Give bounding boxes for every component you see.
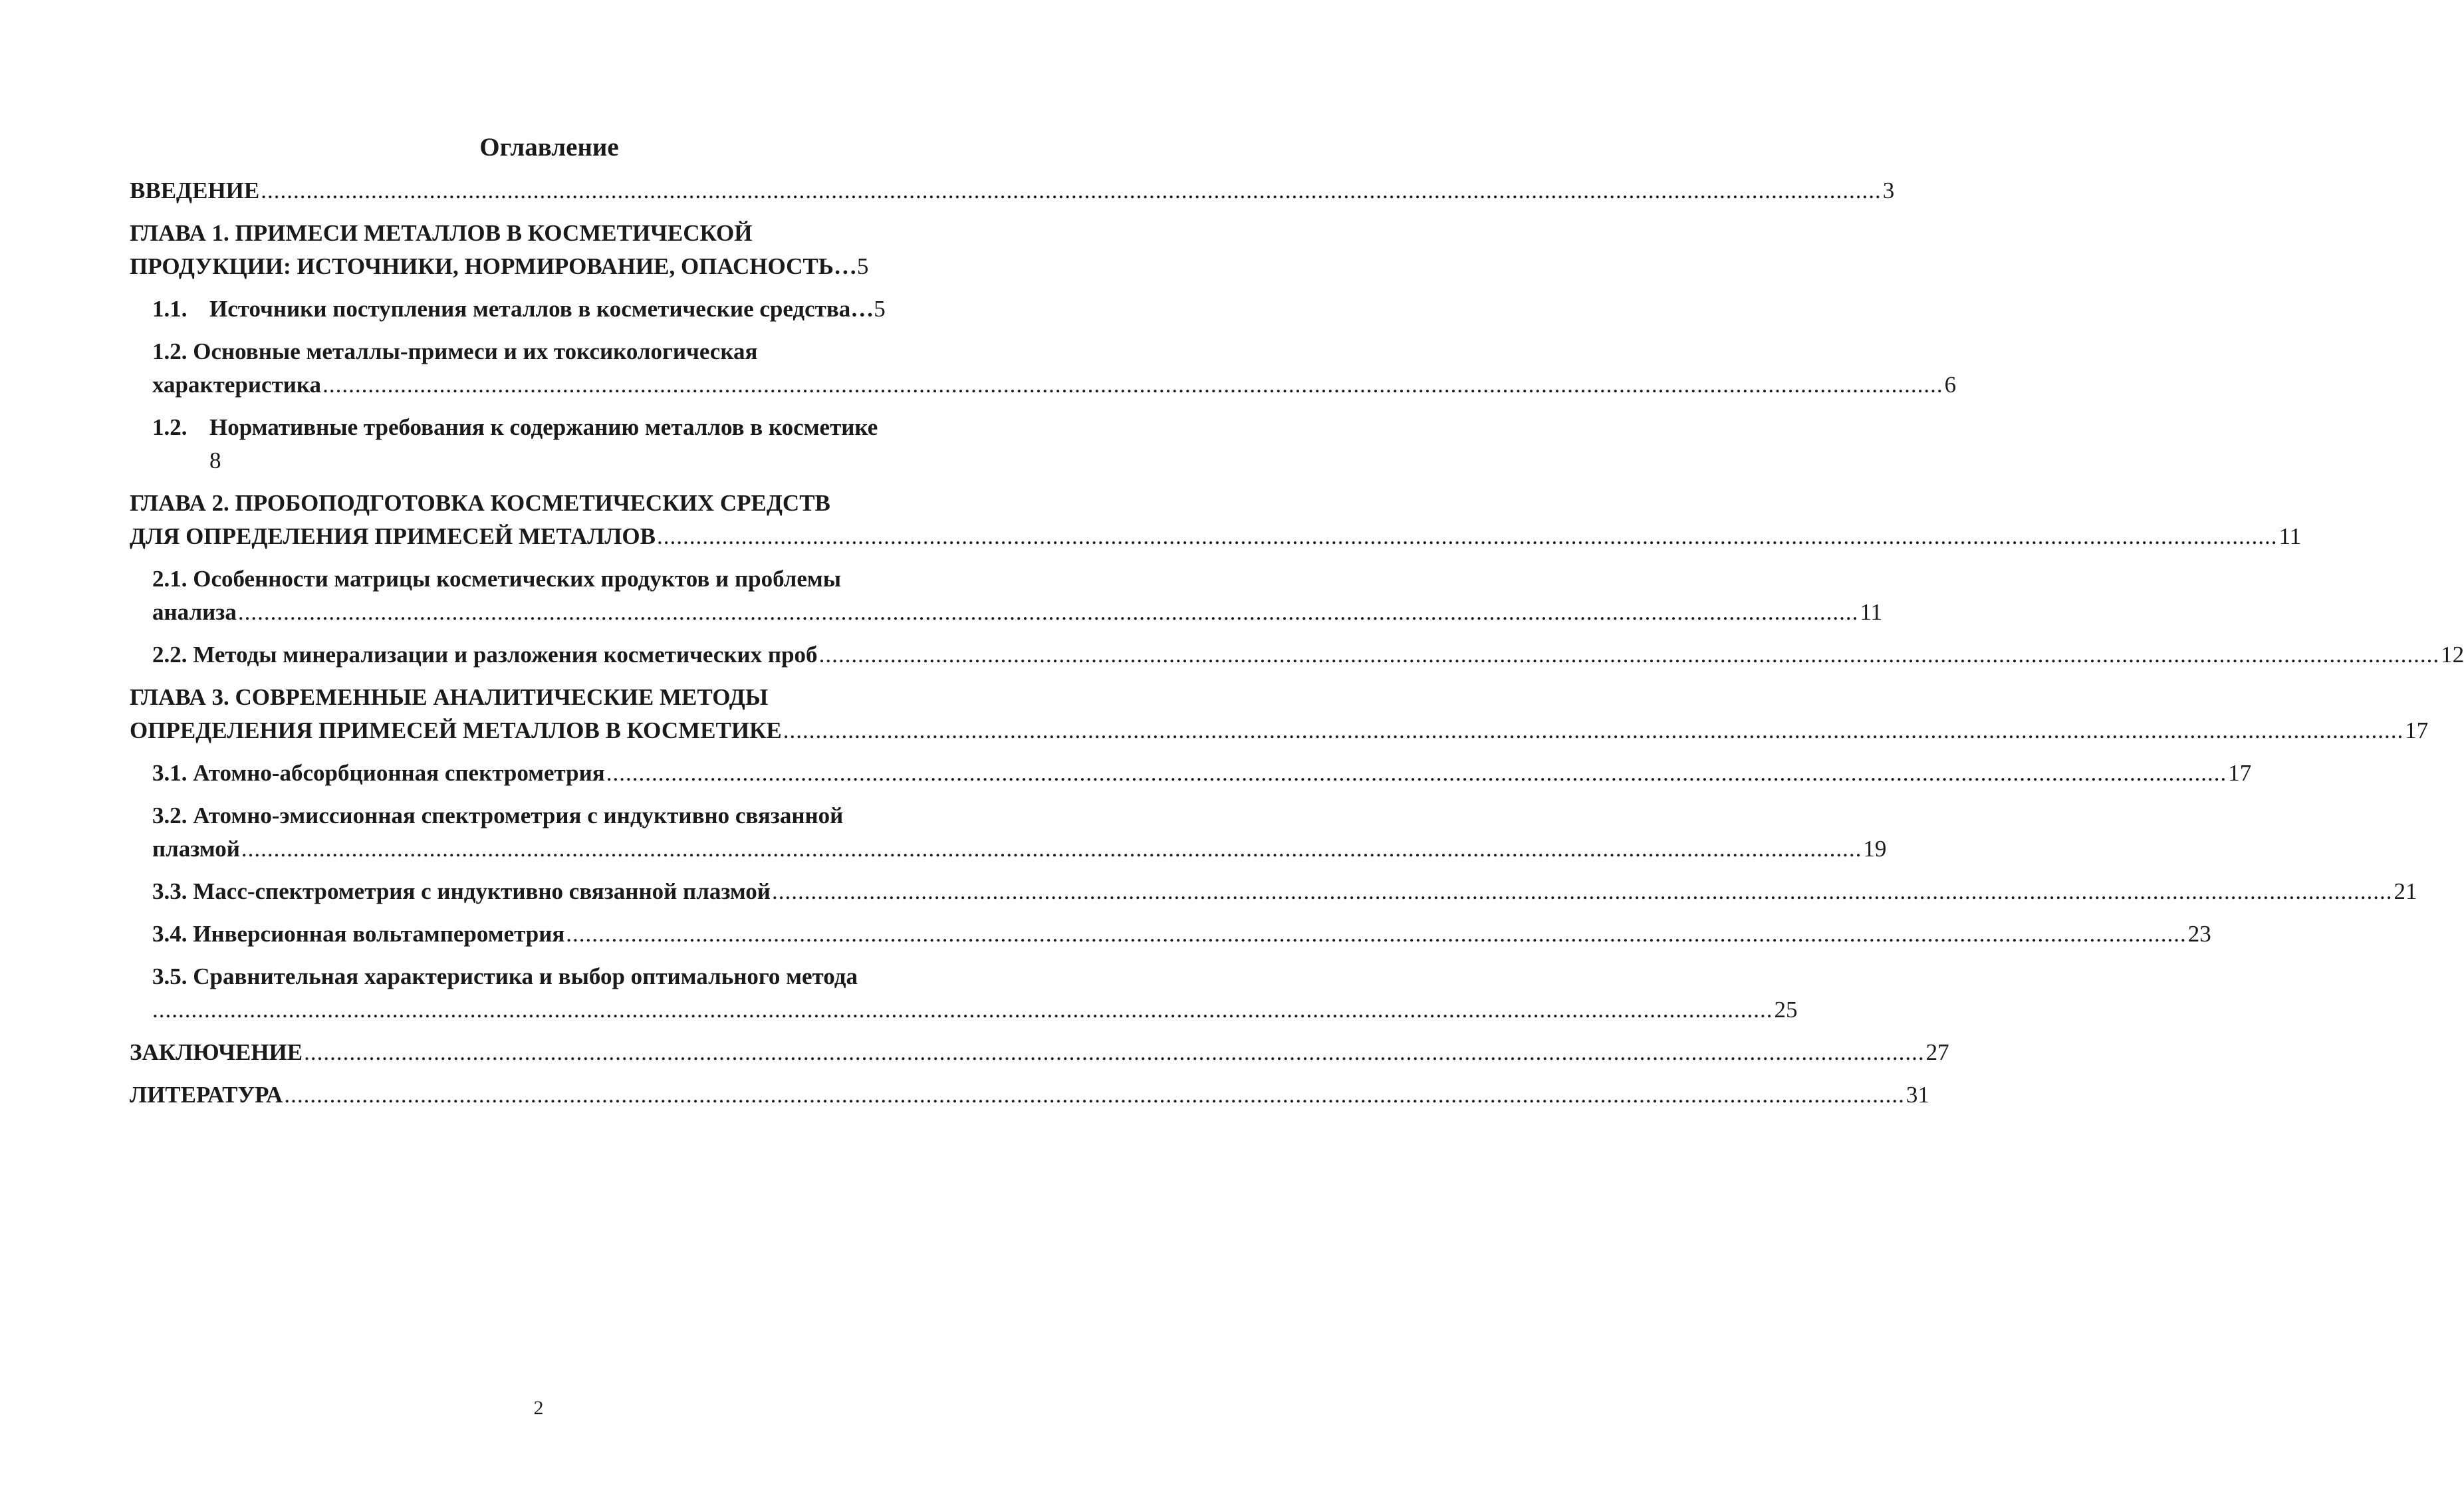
- toc-entry-title: ГЛАВА 1. ПРИМЕСИ МЕТАЛЛОВ В КОСМЕТИЧЕСКОЙ: [130, 220, 753, 246]
- dot-leader: ..........................................................................................................................................................................................................................................................: [771, 878, 2393, 904]
- toc-entry-3-5[interactable]: [130, 960, 1798, 1027]
- toc-entry-title: 3.5. Сравнительная характеристика и выбор оптимального метода: [152, 963, 858, 989]
- dot-leader: ..........................................................................................................................................................................................................................................................: [261, 178, 1882, 203]
- toc-entry-conclusion[interactable]: [130, 1036, 1949, 1069]
- dot-leader: ..........................................................................................................................................................................................................................................................: [241, 836, 1862, 862]
- toc-section-number: 1.2.: [152, 414, 187, 440]
- table-of-contents: [130, 174, 2464, 1112]
- toc-entry-title: ГЛАВА 3. СОВРЕМЕННЫЕ АНАЛИТИЧЕСКИЕ МЕТОДЫ: [130, 684, 769, 710]
- dot-leader: ..........................................................................................................................................................................................................................................................: [566, 921, 2187, 947]
- toc-entry-title: ЗАКЛЮЧЕНИЕ: [130, 1039, 303, 1065]
- toc-entry-1-1[interactable]: [130, 293, 940, 326]
- toc-entry-title-cont: плазмой: [152, 836, 240, 862]
- toc-entry-title: 1.2. Основные металлы-примеси и их токсикологическая: [152, 338, 758, 364]
- toc-entry-chapter-3[interactable]: [130, 681, 2429, 747]
- dot-leader: ..........................................................................................................................................................................................................................................................: [304, 1039, 1925, 1065]
- toc-entry-2-2[interactable]: [130, 638, 2464, 672]
- dot-leader: ..........................................................................................................................................................................................................................................................: [152, 997, 1773, 1023]
- toc-page-number: 6: [1944, 372, 1957, 398]
- toc-entry-3-1[interactable]: [130, 757, 2252, 790]
- toc-page-number: 27: [1925, 1039, 1949, 1065]
- toc-entry-title: Источники поступления металлов в косметические средства…: [209, 296, 874, 322]
- toc-entry-3-3[interactable]: [130, 875, 2417, 908]
- toc-entry-3-2[interactable]: [130, 799, 1887, 866]
- toc-page-number: 5: [874, 296, 886, 322]
- toc-page-number: 12: [2441, 642, 2464, 668]
- toc-entry-chapter-2[interactable]: [130, 487, 2302, 553]
- dot-leader: ..........................................................................................................................................................................................................................................................: [237, 599, 1859, 625]
- toc-entry-title: Нормативные требования к содержанию металлов в косметике: [209, 414, 878, 440]
- toc-title: Оглавление: [479, 133, 619, 162]
- toc-entry-title: 2.1. Особенности матрицы косметических продуктов и проблемы: [152, 566, 842, 592]
- toc-page-number: 21: [2394, 878, 2417, 904]
- toc-entry-title-cont: ПРОДУКЦИИ: ИСТОЧНИКИ, НОРМИРОВАНИЕ, ОПАСНОСТЬ…: [130, 253, 857, 279]
- toc-page-number: 5: [856, 253, 869, 279]
- dot-leader: ..........................................................................................................................................................................................................................................................: [657, 523, 2278, 549]
- toc-page-number: 17: [2405, 717, 2429, 743]
- toc-entry-3-4[interactable]: [130, 918, 2211, 951]
- toc-entry-references[interactable]: [130, 1078, 1929, 1112]
- toc-page-number: 11: [2279, 523, 2302, 549]
- toc-entry-title: 3.1. Атомно-абсорбционная спектрометрия: [152, 760, 605, 786]
- dot-leader: ..........................................................................................................................................................................................................................................................: [606, 760, 2227, 786]
- toc-entry-1-2-regulations[interactable]: [130, 411, 940, 477]
- toc-entry-1-2-metals[interactable]: [130, 335, 1957, 402]
- dot-leader: ..........................................................................................................................................................................................................................................................: [783, 717, 2404, 743]
- toc-entry-chapter-1[interactable]: [130, 217, 940, 283]
- toc-entry-title-cont: ДЛЯ ОПРЕДЕЛЕНИЯ ПРИМЕСЕЙ МЕТАЛЛОВ: [130, 523, 656, 549]
- dot-leader: ..........................................................................................................................................................................................................................................................: [322, 372, 1943, 398]
- toc-entry-title-cont: характеристика: [152, 372, 322, 398]
- dot-leader: ..........................................................................................................................................................................................................................................................: [284, 1082, 1905, 1108]
- toc-entry-introduction[interactable]: [130, 174, 1895, 207]
- toc-page-number: 31: [1906, 1082, 1929, 1108]
- toc-section-number: 1.1.: [152, 296, 187, 322]
- toc-entry-title: ВВЕДЕНИЕ: [130, 178, 260, 203]
- toc-entry-title: 3.3. Масс-спектрометрия с индуктивно связанной плазмой: [152, 878, 771, 904]
- toc-entry-title: 2.2. Методы минерализации и разложения косметических проб: [152, 642, 818, 668]
- toc-entry-title-cont: анализа: [152, 599, 237, 625]
- toc-entry-title: ГЛАВА 2. ПРОБОПОДГОТОВКА КОСМЕТИЧЕСКИХ СРЕДСТВ: [130, 490, 830, 516]
- dot-leader: ..........................................................................................................................................................................................................................................................: [818, 642, 2440, 668]
- toc-page-number: 3: [1882, 178, 1895, 203]
- page-number: 2: [533, 1397, 544, 1419]
- toc-page-number: 19: [1863, 836, 1887, 862]
- toc-entry-2-1[interactable]: [130, 563, 1883, 629]
- toc-page-number: 11: [1860, 599, 1883, 625]
- toc-page-number: 17: [2228, 760, 2252, 786]
- toc-entry-title-cont: ОПРЕДЕЛЕНИЯ ПРИМЕСЕЙ МЕТАЛЛОВ В КОСМЕТИКЕ: [130, 717, 782, 743]
- toc-entry-title: ЛИТЕРАТУРА: [130, 1082, 283, 1108]
- toc-entry-title: 3.4. Инверсионная вольтамперометрия: [152, 921, 565, 947]
- toc-entry-title: 3.2. Атомно-эмиссионная спектрометрия с индуктивно связанной: [152, 803, 844, 828]
- toc-page-number: 8: [209, 447, 221, 473]
- toc-page-number: 23: [2187, 921, 2211, 947]
- toc-page-number: 25: [1774, 997, 1798, 1023]
